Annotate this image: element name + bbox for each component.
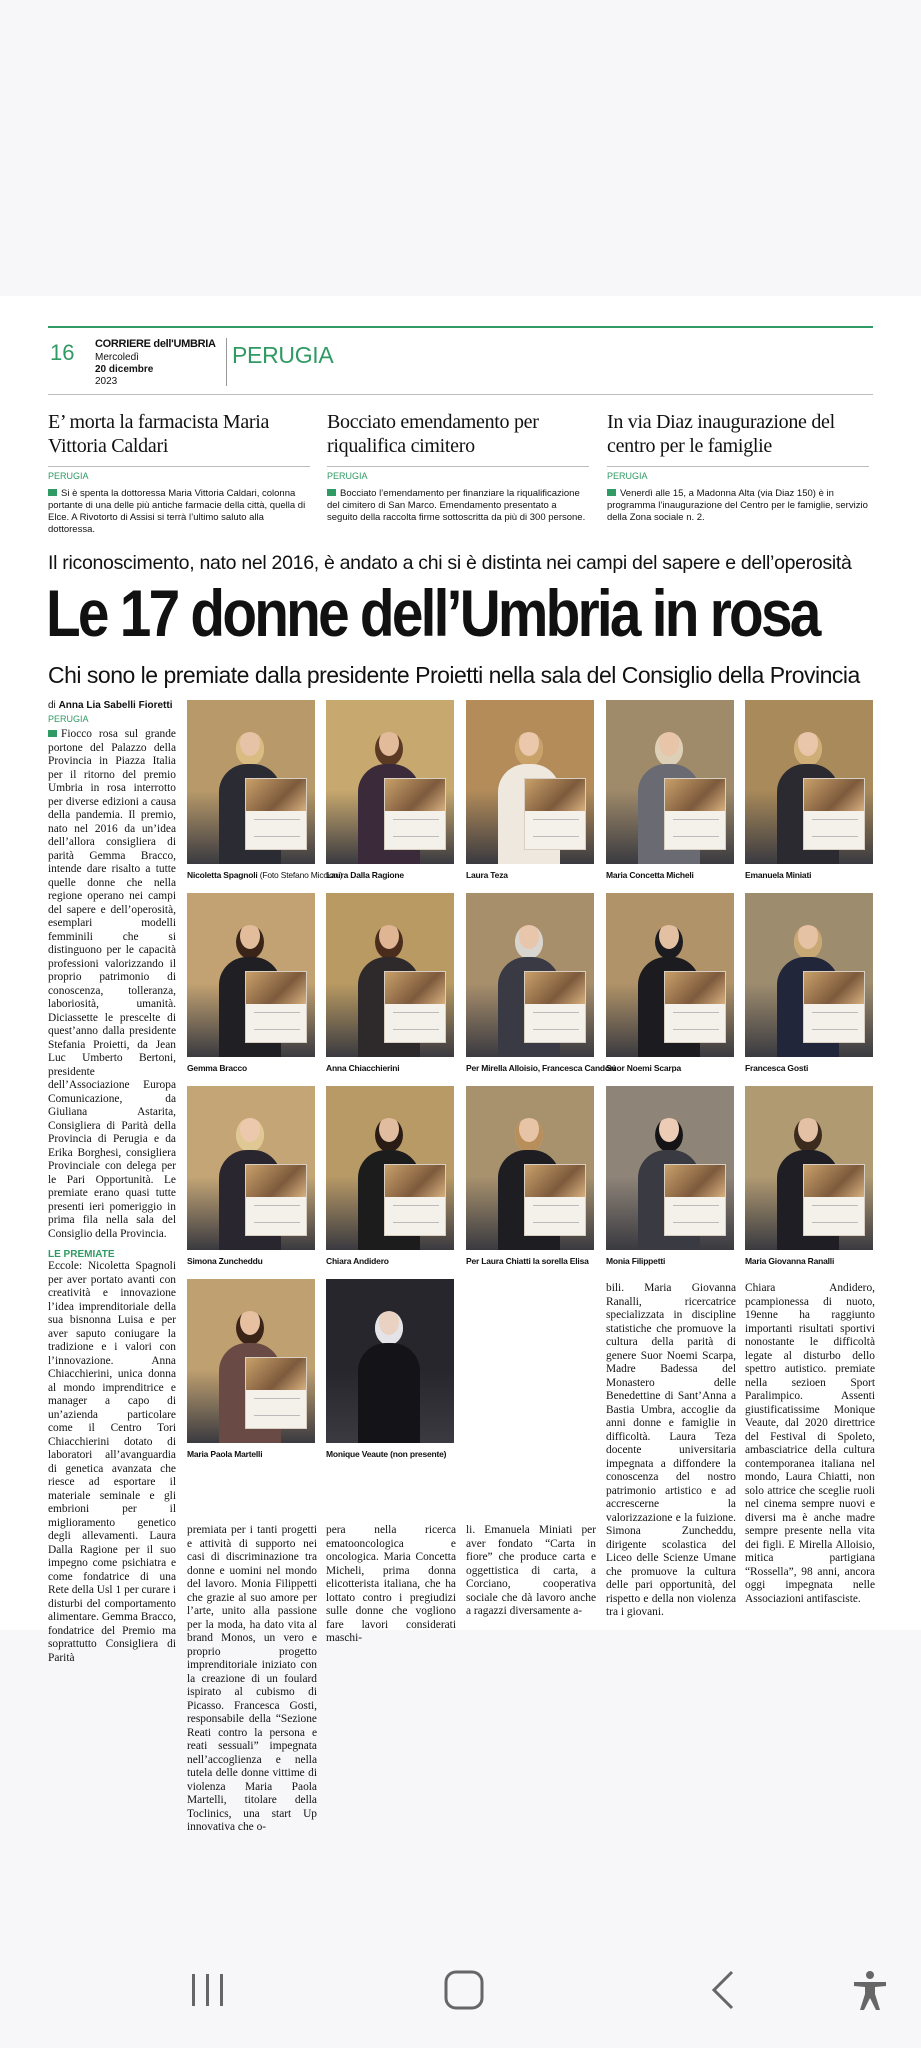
award-photo: [745, 893, 873, 1057]
award-certificate: [803, 1164, 865, 1236]
photo-caption: Maria Concetta Micheli: [606, 870, 694, 880]
award-certificate: [664, 778, 726, 850]
photo-caption: Laura Teza: [466, 870, 508, 880]
newspaper-page: [0, 296, 921, 1833]
photo-caption: Laura Dalla Ragione: [326, 870, 404, 880]
article-subhead: Chi sono le premiate dalla presidente Proietti nella sala del Consiglio della Provincia: [48, 662, 860, 688]
article-text: Eccole: Nicoletta Spagnoli per aver portato avanti con creatività e innovazione l’idea imprenditoriale della sua bisnonna Luisa e per aver saputo coniugare la tradizione e i valori con l’innovazione. Anna Chiacchierini, unica donna al mondo imprenditrice e manager a capo di un’azienda particolare come il Centro Tori Chiacchierini dotato di laboratori all’avanguardia di genetica avanzata che riesce ad esportare il materiale seminale e gli embrioni per il miglioramento genetico degli allevamenti. Laura Dalla Ragione per il suo impegno come psichiatra e come fondatrice di una Rete della Usl 1 per curare i disturbi del comportamento alimentare. Gemma Bracco, fondatrice del Premio ma soprattutto Consigliera di Parità: [48, 1260, 176, 1664]
article-intro: Fiocco rosa sul grande portone del Palazzo della Provincia in Piazza Italia per il ritorno del premio Umbria in rosa interrotto per diverse edizioni a causa della pandemia. Il premio, nato nel 2016 da un’idea dell’allora consigliera di parità Gemma Bracco, intende dare risalto a tutte quelle donne che nella regione operano nei campi del sapere e dell’operosità, esemplari modelli femminili che si distinguono per le capacità professioni valorizzando il proprio patrimonio di conoscenza, tolleranza, laboriosità, umanità. Diciassette le prescelte di quest’anno dalla presidente Stefania Proietti, da Jean Luc Umberto Bertoni, presidente dell’Associazione Europa Comunicazione, da Giuliana Astarita, Consigliera di Parità della Provincia di Perugia e da Erika Borghesi, consigliera Provinciale con delega per le Pari Opportunità. Le premiate erano quasi tutte presenti ieri pomeriggio in prima fila nella sala del Consiglio della Provincia.: [48, 728, 176, 1240]
accessibility-icon[interactable]: [848, 1968, 892, 2012]
back-icon[interactable]: [702, 1968, 746, 2012]
page-number: 16: [50, 340, 75, 365]
award-certificate: [245, 778, 307, 850]
brief-title: Bocciato emendamento per riqualifica cimitero: [327, 411, 539, 457]
photo-caption: Gemma Bracco: [187, 1063, 247, 1073]
photo-caption: Monia Filippetti: [606, 1256, 666, 1266]
award-photo: [326, 1279, 454, 1443]
award-certificate: [384, 1164, 446, 1236]
article-kicker: Il riconoscimento, nato nel 2016, è andato a chi si è distinta nei campi del sapere e dell’operosità: [48, 552, 852, 574]
photo-caption: Per Mirella Alloisio, Francesca Candori: [466, 1063, 616, 1073]
photo-caption: Monique Veaute (non presente): [326, 1449, 447, 1459]
award-photo: [326, 700, 454, 864]
recents-icon[interactable]: [186, 1968, 230, 2012]
photo-caption: Francesca Gosti: [745, 1063, 809, 1073]
photo-caption: Suor Noemi Scarpa: [606, 1063, 682, 1073]
brief-1: [48, 410, 310, 536]
article-column-3: pera nella ricerca ematooncologica e oncologica. Maria Concetta Micheli, prima donna elicotterista italiana, che ha lottato contro i pregiudizi sulle donne che vogliono fare lavori considerati maschi-: [326, 1524, 456, 1644]
award-photo: [606, 893, 734, 1057]
article-column-4: li. Emanuela Miniati per aver fondato “Carta in fiore” che produce carta e oggettistica di carta, a Corciano, cooperativa sociale che dà lavoro anche a ragazzi diversamente a-: [466, 1524, 596, 1617]
brief-category: PERUGIA: [48, 471, 89, 481]
top-rule: [48, 326, 873, 328]
award-photo: [466, 893, 594, 1057]
award-certificate: [524, 778, 586, 850]
article-column-5: bili. Maria Giovanna Ranalli, ricercatrice specializzata in discipline statistiche che promuove la cultura della parità di genere Suor Noemi Scarpa, Madre Badessa del Monastero delle Benedettine di Sant’Anna a Bastia Umbra, accoglie da anni donne e famiglie in difficoltà. Laura Teza docente universitaria impegnata a diffondere la conoscenza del nostro patrimonio artistico e ad accrescerne la valorizzazione e la fuizione. Simona Zuncheddu, dirigente scolastica del Liceo delle Scienze Umane che promuove la cultura delle pari opportunità, del rispetto e della non violenza tra i giovani.: [606, 1282, 736, 1618]
date: 20 dicembre: [95, 364, 154, 375]
award-photo: [187, 1086, 315, 1250]
dateline: [95, 352, 225, 388]
award-certificate: [384, 778, 446, 850]
article-column-2: premiata per i tanti progetti e attività di supporto nei casi di discriminazione tra donne e uomini nel mondo del lavoro. Monia Filippetti che grazie al suo amore per l’arte, unito alla passione per la moda, ha dato vita al brand Monos, un vero e proprio progetto imprenditoriale iniziato con la creazione di un foulard ispirato al cubismo di Picasso. Francesca Gosti, responsabile della “Sezione Reati contro la persona e reati sessuali” impegnata nell’accoglienza e nella tutela delle donne vittime di violenza Maria Paola Martelli, titolare della Toclinics, una start Up innovativa che o-: [187, 1524, 317, 1833]
photo-caption: Per Laura Chiatti la sorella Elisa: [466, 1256, 589, 1266]
award-certificate: [524, 1164, 586, 1236]
section-name: PERUGIA: [232, 342, 334, 368]
author: Anna Lia Sabelli Fioretti: [58, 700, 173, 711]
award-photo: [187, 700, 315, 864]
brief-3: [607, 410, 869, 524]
article-headline: Le 17 donne dell’Umbria in rosa: [46, 576, 819, 650]
brief-text: Venerdì alle 15, a Madonna Alta (via Diaz 150) è in programma l’inaugurazione del Centro per le famiglie, servizio della Zona sociale n. 2.: [607, 488, 868, 523]
award-certificate: [524, 971, 586, 1043]
award-certificate: [245, 1164, 307, 1236]
award-certificate: [384, 971, 446, 1043]
masthead-divider: [226, 338, 227, 386]
brief-2: [327, 410, 589, 524]
award-certificate: [664, 971, 726, 1043]
photo-caption: Simona Zuncheddu: [187, 1256, 263, 1266]
photo-credit: (Foto Stefano Miccioni): [259, 870, 343, 880]
newspaper-logo: [95, 338, 225, 350]
article-column-1: [48, 700, 176, 1665]
article-category: PERUGIA: [48, 714, 89, 724]
photo-caption: Emanuela Miniati: [745, 870, 812, 880]
masthead: [95, 338, 225, 388]
award-photo: [606, 1086, 734, 1250]
award-photo: [466, 700, 594, 864]
year: 2023: [95, 376, 118, 387]
home-icon[interactable]: [442, 1968, 486, 2012]
brief-category: PERUGIA: [607, 471, 648, 481]
masthead-title: CORRIERE dell'UMBRIA: [95, 338, 216, 350]
brief-title: E’ morta la farmacista Maria Vittoria Caldari: [48, 411, 270, 457]
award-certificate: [803, 971, 865, 1043]
brief-title: In via Diaz inaugurazione del centro per le famiglie: [607, 411, 835, 457]
photo-caption: Maria Paola Martelli: [187, 1449, 263, 1459]
award-photo: [187, 893, 315, 1057]
award-photo: [187, 1279, 315, 1443]
brief-text: Bocciato l’emendamento per finanziare la riqualificazione del cimitero di San Marco. Emendamento presentato a seguito della raccolta firme sottoscritta da più di 300 persone.: [327, 488, 586, 523]
photo-caption: Chiara Andidero: [326, 1256, 389, 1266]
award-photo: [745, 1086, 873, 1250]
award-photo: [326, 893, 454, 1057]
header-rule: [48, 394, 873, 395]
award-photo: [745, 700, 873, 864]
brief-text: Si è spenta la dottoressa Maria Vittoria Caldari, colonna portante di una delle più antiche farmacie della città, quella di Elce. A Rivotorto di Assisi si terrà l’ultimo saluto alla dottoressa.: [48, 488, 306, 535]
award-photo: [606, 700, 734, 864]
brief-category: PERUGIA: [327, 471, 368, 481]
photo-caption: Maria Giovanna Ranalli: [745, 1256, 835, 1266]
subsection-title: LE PREMIATE: [48, 1249, 115, 1260]
photo-caption: Nicoletta Spagnoli (Foto Stefano Miccioni): [187, 870, 343, 880]
award-certificate: [664, 1164, 726, 1236]
byline: di Anna Lia Sabelli Fioretti: [48, 700, 173, 711]
weekday: Mercoledì: [95, 352, 139, 363]
award-certificate: [245, 971, 307, 1043]
award-certificate: [803, 778, 865, 850]
article-column-6: Chiara Andidero, pcampionessa di nuoto, 19enne ha raggiunto importanti risultati sportivi nonostante le difficoltà legate al disturbo dello spettro autistico. premiate nella sezioen Sport Paralimpico. Assenti giustificatissime Monique Veaute, dal 2020 direttrice del Festival di Spoleto, ambasciatrice della cultura contemporanea italiana nel mondo, Laura Chiatti, non solo attrice che sceglie ruoli nel cinema sempre nuovi e diversi ma è anche madre sempre presente nella vita dei figli. E Mirella Alloisio, mitica partigiana “Rossella”, 98 anni, ancora oggi impegnata nelle Associazioni antifasciste.: [745, 1282, 875, 1605]
award-photo: [326, 1086, 454, 1250]
award-certificate: [245, 1357, 307, 1429]
person-figure: [358, 1311, 420, 1443]
photo-caption: Anna Chiacchierini: [326, 1063, 400, 1073]
award-photo: [466, 1086, 594, 1250]
